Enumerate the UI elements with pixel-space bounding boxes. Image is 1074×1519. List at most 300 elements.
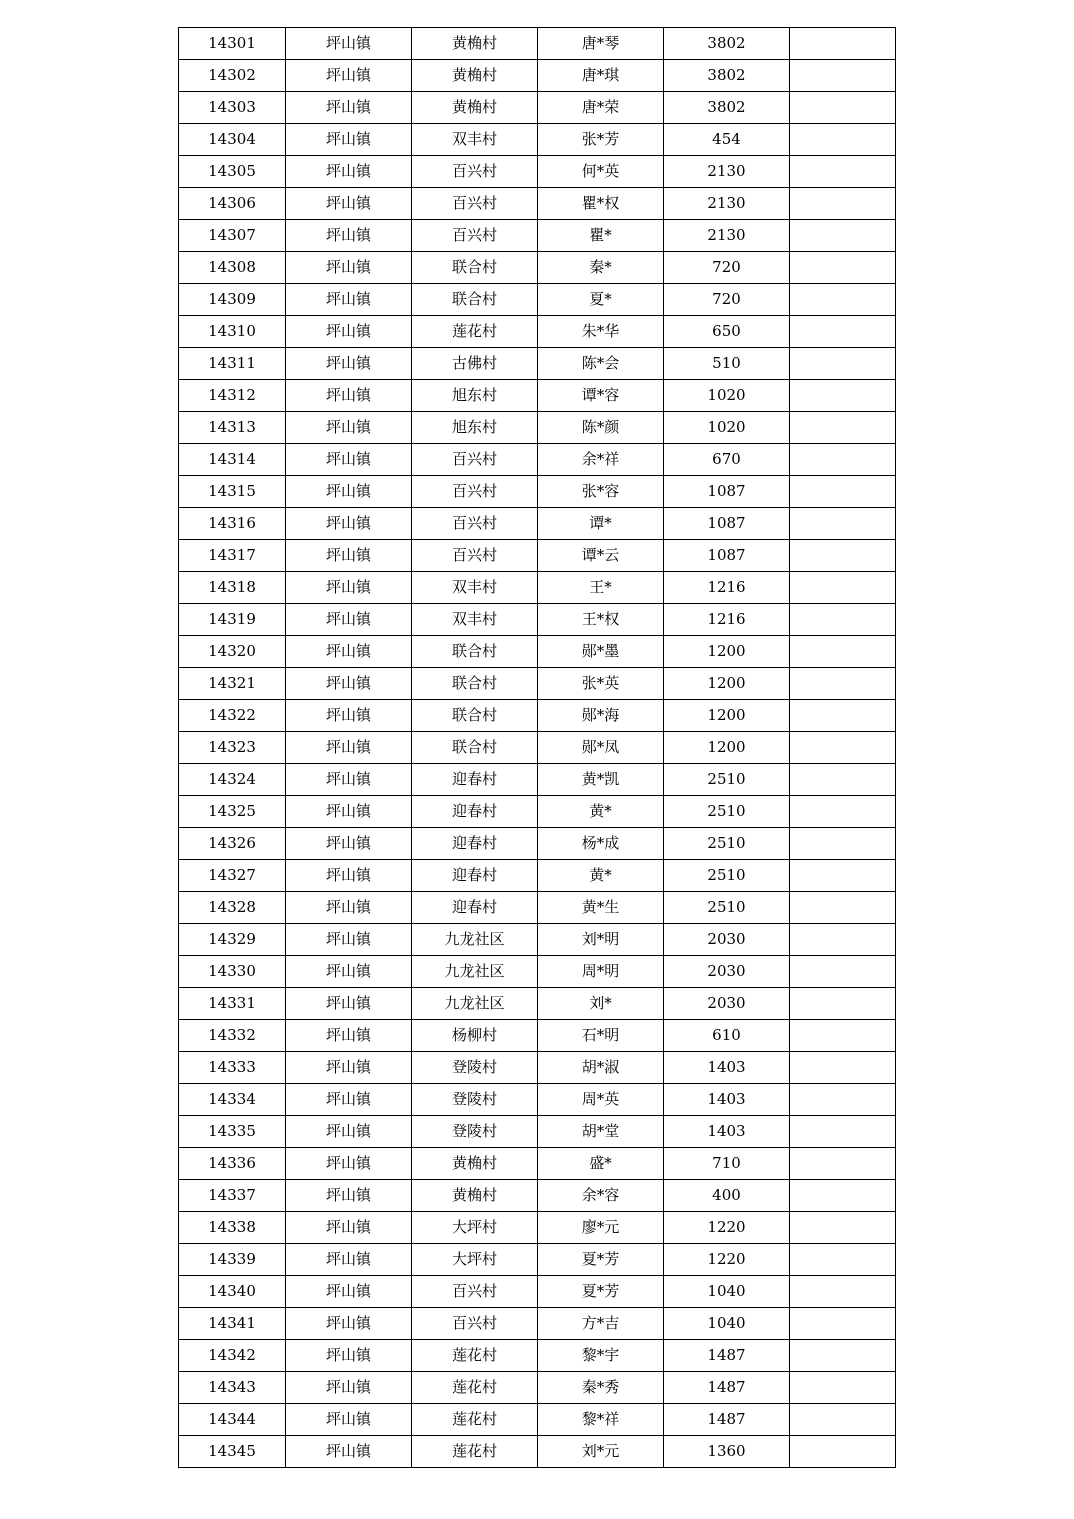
town-cell: 坪山镇: [286, 1148, 412, 1180]
town-cell: 坪山镇: [286, 764, 412, 796]
village-cell: 旭东村: [412, 412, 538, 444]
name-cell: 胡*堂: [538, 1116, 664, 1148]
village-cell: 百兴村: [412, 540, 538, 572]
village-cell: 莲花村: [412, 316, 538, 348]
amount-cell: 1020: [664, 380, 790, 412]
table-row: [179, 316, 896, 348]
table-row: [179, 860, 896, 892]
note-cell: [790, 124, 896, 156]
amount-cell: 1040: [664, 1308, 790, 1340]
town-cell: 坪山镇: [286, 1340, 412, 1372]
id-cell: 14328: [179, 892, 286, 924]
town-cell: 坪山镇: [286, 860, 412, 892]
name-cell: 余*祥: [538, 444, 664, 476]
note-cell: [790, 924, 896, 956]
table-row: [179, 732, 896, 764]
id-cell: 14303: [179, 92, 286, 124]
name-cell: 杨*成: [538, 828, 664, 860]
town-cell: 坪山镇: [286, 1308, 412, 1340]
record-table-body: [179, 28, 896, 1468]
name-cell: 夏*芳: [538, 1276, 664, 1308]
village-cell: 百兴村: [412, 444, 538, 476]
table-row: [179, 892, 896, 924]
amount-cell: 1403: [664, 1052, 790, 1084]
id-cell: 14320: [179, 636, 286, 668]
village-cell: 大坪村: [412, 1244, 538, 1276]
town-cell: 坪山镇: [286, 1052, 412, 1084]
id-cell: 14311: [179, 348, 286, 380]
note-cell: [790, 700, 896, 732]
table-row: [179, 188, 896, 220]
name-cell: 郧*凤: [538, 732, 664, 764]
table-row: [179, 764, 896, 796]
name-cell: 黎*宇: [538, 1340, 664, 1372]
note-cell: [790, 892, 896, 924]
amount-cell: 1087: [664, 540, 790, 572]
name-cell: 石*明: [538, 1020, 664, 1052]
name-cell: 刘*元: [538, 1436, 664, 1468]
table-row: [179, 444, 896, 476]
amount-cell: 1040: [664, 1276, 790, 1308]
town-cell: 坪山镇: [286, 988, 412, 1020]
table-row: [179, 284, 896, 316]
note-cell: [790, 316, 896, 348]
table-row: [179, 1116, 896, 1148]
note-cell: [790, 636, 896, 668]
note-cell: [790, 860, 896, 892]
table-row: [179, 1276, 896, 1308]
village-cell: 登陵村: [412, 1116, 538, 1148]
town-cell: 坪山镇: [286, 1116, 412, 1148]
table-row: [179, 380, 896, 412]
id-cell: 14317: [179, 540, 286, 572]
table-row: [179, 636, 896, 668]
amount-cell: 2510: [664, 860, 790, 892]
note-cell: [790, 764, 896, 796]
town-cell: 坪山镇: [286, 252, 412, 284]
name-cell: 谭*容: [538, 380, 664, 412]
amount-cell: 3802: [664, 60, 790, 92]
amount-cell: 1087: [664, 508, 790, 540]
village-cell: 登陵村: [412, 1084, 538, 1116]
village-cell: 迎春村: [412, 860, 538, 892]
name-cell: 何*英: [538, 156, 664, 188]
town-cell: 坪山镇: [286, 1084, 412, 1116]
village-cell: 百兴村: [412, 476, 538, 508]
note-cell: [790, 572, 896, 604]
note-cell: [790, 444, 896, 476]
village-cell: 九龙社区: [412, 988, 538, 1020]
id-cell: 14324: [179, 764, 286, 796]
village-cell: 莲花村: [412, 1372, 538, 1404]
note-cell: [790, 1372, 896, 1404]
note-cell: [790, 508, 896, 540]
town-cell: 坪山镇: [286, 828, 412, 860]
id-cell: 14330: [179, 956, 286, 988]
note-cell: [790, 828, 896, 860]
town-cell: 坪山镇: [286, 412, 412, 444]
amount-cell: 454: [664, 124, 790, 156]
table-row: [179, 924, 896, 956]
id-cell: 14337: [179, 1180, 286, 1212]
village-cell: 百兴村: [412, 220, 538, 252]
village-cell: 大坪村: [412, 1212, 538, 1244]
amount-cell: 720: [664, 252, 790, 284]
amount-cell: 2510: [664, 796, 790, 828]
name-cell: 秦*秀: [538, 1372, 664, 1404]
name-cell: 方*吉: [538, 1308, 664, 1340]
table-row: [179, 540, 896, 572]
id-cell: 14306: [179, 188, 286, 220]
id-cell: 14315: [179, 476, 286, 508]
village-cell: 双丰村: [412, 124, 538, 156]
id-cell: 14342: [179, 1340, 286, 1372]
name-cell: 谭*云: [538, 540, 664, 572]
village-cell: 百兴村: [412, 1276, 538, 1308]
note-cell: [790, 156, 896, 188]
village-cell: 百兴村: [412, 1308, 538, 1340]
table-row: [179, 1212, 896, 1244]
village-cell: 迎春村: [412, 764, 538, 796]
village-cell: 黄桷村: [412, 92, 538, 124]
table-row: [179, 476, 896, 508]
name-cell: 刘*明: [538, 924, 664, 956]
note-cell: [790, 1084, 896, 1116]
village-cell: 黄桷村: [412, 28, 538, 60]
village-cell: 联合村: [412, 700, 538, 732]
village-cell: 联合村: [412, 284, 538, 316]
amount-cell: 710: [664, 1148, 790, 1180]
id-cell: 14309: [179, 284, 286, 316]
note-cell: [790, 1276, 896, 1308]
id-cell: 14321: [179, 668, 286, 700]
amount-cell: 2130: [664, 156, 790, 188]
note-cell: [790, 988, 896, 1020]
table-row: [179, 1244, 896, 1276]
id-cell: 14334: [179, 1084, 286, 1116]
name-cell: 王*: [538, 572, 664, 604]
id-cell: 14326: [179, 828, 286, 860]
note-cell: [790, 348, 896, 380]
village-cell: 迎春村: [412, 892, 538, 924]
amount-cell: 1403: [664, 1084, 790, 1116]
town-cell: 坪山镇: [286, 476, 412, 508]
village-cell: 百兴村: [412, 508, 538, 540]
town-cell: 坪山镇: [286, 1180, 412, 1212]
note-cell: [790, 1308, 896, 1340]
id-cell: 14343: [179, 1372, 286, 1404]
name-cell: 黄*生: [538, 892, 664, 924]
amount-cell: 1020: [664, 412, 790, 444]
id-cell: 14344: [179, 1404, 286, 1436]
village-cell: 登陵村: [412, 1052, 538, 1084]
note-cell: [790, 252, 896, 284]
village-cell: 联合村: [412, 668, 538, 700]
id-cell: 14313: [179, 412, 286, 444]
note-cell: [790, 188, 896, 220]
name-cell: 黄*: [538, 860, 664, 892]
id-cell: 14301: [179, 28, 286, 60]
note-cell: [790, 732, 896, 764]
town-cell: 坪山镇: [286, 956, 412, 988]
village-cell: 旭东村: [412, 380, 538, 412]
village-cell: 双丰村: [412, 604, 538, 636]
amount-cell: 1200: [664, 668, 790, 700]
amount-cell: 3802: [664, 28, 790, 60]
note-cell: [790, 1148, 896, 1180]
name-cell: 张*芳: [538, 124, 664, 156]
name-cell: 瞿*: [538, 220, 664, 252]
note-cell: [790, 540, 896, 572]
town-cell: 坪山镇: [286, 892, 412, 924]
amount-cell: 1220: [664, 1212, 790, 1244]
village-cell: 黄桷村: [412, 1180, 538, 1212]
village-cell: 九龙社区: [412, 956, 538, 988]
note-cell: [790, 380, 896, 412]
amount-cell: 2030: [664, 956, 790, 988]
note-cell: [790, 1116, 896, 1148]
id-cell: 14318: [179, 572, 286, 604]
amount-cell: 1200: [664, 700, 790, 732]
table-row: [179, 956, 896, 988]
village-cell: 联合村: [412, 732, 538, 764]
note-cell: [790, 220, 896, 252]
note-cell: [790, 28, 896, 60]
note-cell: [790, 796, 896, 828]
table-row: [179, 1148, 896, 1180]
village-cell: 双丰村: [412, 572, 538, 604]
village-cell: 联合村: [412, 252, 538, 284]
village-cell: 黄桷村: [412, 1148, 538, 1180]
id-cell: 14319: [179, 604, 286, 636]
id-cell: 14329: [179, 924, 286, 956]
id-cell: 14345: [179, 1436, 286, 1468]
town-cell: 坪山镇: [286, 1020, 412, 1052]
village-cell: 九龙社区: [412, 924, 538, 956]
id-cell: 14314: [179, 444, 286, 476]
table-row: [179, 60, 896, 92]
note-cell: [790, 476, 896, 508]
id-cell: 14332: [179, 1020, 286, 1052]
table-row: [179, 1308, 896, 1340]
town-cell: 坪山镇: [286, 924, 412, 956]
amount-cell: 1403: [664, 1116, 790, 1148]
table-row: [179, 348, 896, 380]
name-cell: 胡*淑: [538, 1052, 664, 1084]
name-cell: 郧*墨: [538, 636, 664, 668]
town-cell: 坪山镇: [286, 1372, 412, 1404]
name-cell: 黄*凯: [538, 764, 664, 796]
amount-cell: 670: [664, 444, 790, 476]
name-cell: 瞿*权: [538, 188, 664, 220]
name-cell: 唐*荣: [538, 92, 664, 124]
note-cell: [790, 668, 896, 700]
amount-cell: 1087: [664, 476, 790, 508]
note-cell: [790, 1052, 896, 1084]
town-cell: 坪山镇: [286, 1436, 412, 1468]
name-cell: 盛*: [538, 1148, 664, 1180]
amount-cell: 1487: [664, 1404, 790, 1436]
name-cell: 余*容: [538, 1180, 664, 1212]
amount-cell: 1220: [664, 1244, 790, 1276]
note-cell: [790, 92, 896, 124]
name-cell: 黄*: [538, 796, 664, 828]
table-row: [179, 28, 896, 60]
name-cell: 陈*颜: [538, 412, 664, 444]
town-cell: 坪山镇: [286, 508, 412, 540]
note-cell: [790, 1404, 896, 1436]
table-row: [179, 156, 896, 188]
town-cell: 坪山镇: [286, 444, 412, 476]
name-cell: 周*明: [538, 956, 664, 988]
id-cell: 14310: [179, 316, 286, 348]
amount-cell: 2030: [664, 924, 790, 956]
id-cell: 14333: [179, 1052, 286, 1084]
name-cell: 郧*海: [538, 700, 664, 732]
town-cell: 坪山镇: [286, 380, 412, 412]
town-cell: 坪山镇: [286, 604, 412, 636]
note-cell: [790, 956, 896, 988]
name-cell: 唐*琪: [538, 60, 664, 92]
table-row: [179, 572, 896, 604]
id-cell: 14327: [179, 860, 286, 892]
id-cell: 14336: [179, 1148, 286, 1180]
table-row: [179, 412, 896, 444]
table-row: [179, 508, 896, 540]
town-cell: 坪山镇: [286, 92, 412, 124]
record-table: [178, 27, 896, 1468]
town-cell: 坪山镇: [286, 636, 412, 668]
town-cell: 坪山镇: [286, 156, 412, 188]
town-cell: 坪山镇: [286, 796, 412, 828]
village-cell: 百兴村: [412, 188, 538, 220]
id-cell: 14316: [179, 508, 286, 540]
village-cell: 迎春村: [412, 828, 538, 860]
id-cell: 14331: [179, 988, 286, 1020]
table-row: [179, 124, 896, 156]
amount-cell: 610: [664, 1020, 790, 1052]
note-cell: [790, 284, 896, 316]
table-row: [179, 700, 896, 732]
table-row: [179, 1372, 896, 1404]
name-cell: 张*英: [538, 668, 664, 700]
town-cell: 坪山镇: [286, 28, 412, 60]
name-cell: 陈*会: [538, 348, 664, 380]
note-cell: [790, 412, 896, 444]
town-cell: 坪山镇: [286, 540, 412, 572]
id-cell: 14312: [179, 380, 286, 412]
note-cell: [790, 1244, 896, 1276]
amount-cell: 1216: [664, 572, 790, 604]
name-cell: 秦*: [538, 252, 664, 284]
amount-cell: 3802: [664, 92, 790, 124]
note-cell: [790, 1340, 896, 1372]
table-row: [179, 988, 896, 1020]
amount-cell: 650: [664, 316, 790, 348]
amount-cell: 2130: [664, 220, 790, 252]
town-cell: 坪山镇: [286, 60, 412, 92]
amount-cell: 510: [664, 348, 790, 380]
table-row: [179, 1180, 896, 1212]
id-cell: 14341: [179, 1308, 286, 1340]
id-cell: 14340: [179, 1276, 286, 1308]
name-cell: 刘*: [538, 988, 664, 1020]
table-row: [179, 828, 896, 860]
town-cell: 坪山镇: [286, 700, 412, 732]
id-cell: 14325: [179, 796, 286, 828]
id-cell: 14305: [179, 156, 286, 188]
village-cell: 莲花村: [412, 1404, 538, 1436]
village-cell: 莲花村: [412, 1436, 538, 1468]
town-cell: 坪山镇: [286, 572, 412, 604]
name-cell: 夏*: [538, 284, 664, 316]
town-cell: 坪山镇: [286, 284, 412, 316]
amount-cell: 400: [664, 1180, 790, 1212]
table-row: [179, 220, 896, 252]
note-cell: [790, 1180, 896, 1212]
name-cell: 周*英: [538, 1084, 664, 1116]
name-cell: 谭*: [538, 508, 664, 540]
village-cell: 百兴村: [412, 156, 538, 188]
table-row: [179, 1404, 896, 1436]
note-cell: [790, 1020, 896, 1052]
name-cell: 朱*华: [538, 316, 664, 348]
amount-cell: 1487: [664, 1340, 790, 1372]
table-row: [179, 1020, 896, 1052]
id-cell: 14308: [179, 252, 286, 284]
village-cell: 莲花村: [412, 1340, 538, 1372]
table-row: [179, 1436, 896, 1468]
note-cell: [790, 1436, 896, 1468]
name-cell: 黎*祥: [538, 1404, 664, 1436]
amount-cell: 2030: [664, 988, 790, 1020]
amount-cell: 2510: [664, 828, 790, 860]
village-cell: 黄桷村: [412, 60, 538, 92]
town-cell: 坪山镇: [286, 220, 412, 252]
town-cell: 坪山镇: [286, 732, 412, 764]
town-cell: 坪山镇: [286, 1244, 412, 1276]
village-cell: 联合村: [412, 636, 538, 668]
amount-cell: 2510: [664, 764, 790, 796]
table-row: [179, 92, 896, 124]
town-cell: 坪山镇: [286, 188, 412, 220]
town-cell: 坪山镇: [286, 316, 412, 348]
id-cell: 14335: [179, 1116, 286, 1148]
id-cell: 14304: [179, 124, 286, 156]
id-cell: 14307: [179, 220, 286, 252]
amount-cell: 1200: [664, 636, 790, 668]
amount-cell: 720: [664, 284, 790, 316]
id-cell: 14302: [179, 60, 286, 92]
name-cell: 廖*元: [538, 1212, 664, 1244]
table-row: [179, 1052, 896, 1084]
town-cell: 坪山镇: [286, 1212, 412, 1244]
town-cell: 坪山镇: [286, 348, 412, 380]
amount-cell: 2130: [664, 188, 790, 220]
id-cell: 14339: [179, 1244, 286, 1276]
town-cell: 坪山镇: [286, 668, 412, 700]
amount-cell: 1360: [664, 1436, 790, 1468]
id-cell: 14323: [179, 732, 286, 764]
id-cell: 14322: [179, 700, 286, 732]
note-cell: [790, 604, 896, 636]
village-cell: 迎春村: [412, 796, 538, 828]
table-row: [179, 1084, 896, 1116]
town-cell: 坪山镇: [286, 124, 412, 156]
amount-cell: 1487: [664, 1372, 790, 1404]
amount-cell: 1216: [664, 604, 790, 636]
name-cell: 唐*琴: [538, 28, 664, 60]
